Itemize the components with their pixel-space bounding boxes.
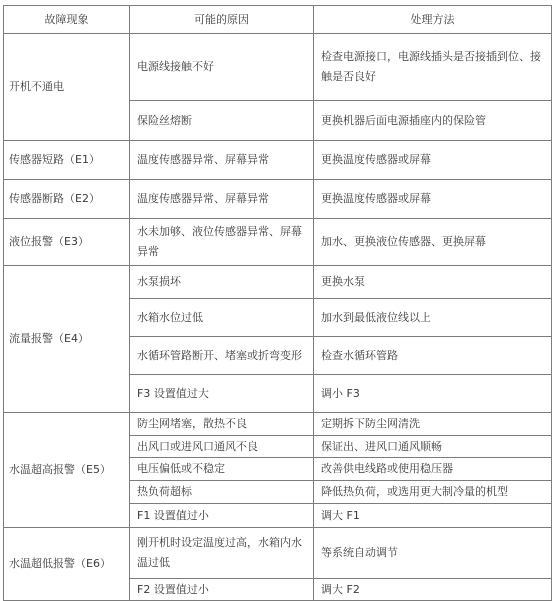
table-row — [4, 141, 552, 180]
fix-cell: 改善供电线路或使用稳压器 — [314, 458, 552, 481]
table-row — [4, 34, 552, 101]
cause-cell: 温度传感器异常、屏幕异常 — [130, 141, 314, 180]
cause-cell: 水箱水位过低 — [130, 299, 314, 337]
symptom-cell: 水温超高报警（E5） — [4, 413, 130, 528]
cause-cell: 电压偏低或不稳定 — [130, 458, 314, 481]
cause-cell: F1 设置值过小 — [130, 504, 314, 528]
fix-cell: 更换温度传感器或屏幕 — [314, 180, 552, 219]
fault-table — [3, 5, 552, 601]
cause-cell: 水未加够、液位传感器异常、屏幕异常 — [130, 219, 314, 266]
fix-cell: 更换温度传感器或屏幕 — [314, 141, 552, 180]
symptom-cell: 传感器断路（E2） — [4, 180, 130, 219]
cause-cell: F3 设置值过大 — [130, 375, 314, 413]
cause-cell: 出风口或进风口通风不良 — [130, 436, 314, 458]
cause-cell: 防尘网堵塞，散热不良 — [130, 413, 314, 436]
table-row — [4, 413, 552, 436]
table-row — [4, 219, 552, 266]
symptom-cell: 流量报警（E4） — [4, 266, 130, 413]
cause-cell: 电源线接触不好 — [130, 34, 314, 101]
fix-cell: 检查电源接口，电源线插头是否接插到位、接触是否良好 — [314, 34, 552, 101]
fix-cell: 调大 F2 — [314, 579, 552, 601]
fix-cell: 更换机器后面电源插座内的保险管 — [314, 101, 552, 141]
fix-cell: 加水、更换液位传感器、更换屏幕 — [314, 219, 552, 266]
cause-cell: 热负荷超标 — [130, 481, 314, 504]
fix-cell: 降低热负荷，或选用更大制冷量的机型 — [314, 481, 552, 504]
fix-cell: 调小 F3 — [314, 375, 552, 413]
cause-cell: 温度传感器异常、屏幕异常 — [130, 180, 314, 219]
cause-cell: 刚开机时设定温度过高，水箱内水温过低 — [130, 528, 314, 579]
header-fix: 处理方法 — [314, 6, 552, 34]
table-header-row — [4, 6, 552, 34]
cause-cell: F2 设置值过小 — [130, 579, 314, 601]
fix-cell: 保证出、进风口通风顺畅 — [314, 436, 552, 458]
symptom-cell: 传感器短路（E1） — [4, 141, 130, 180]
fix-cell: 调大 F1 — [314, 504, 552, 528]
table-row — [4, 180, 552, 219]
symptom-cell: 开机不通电 — [4, 34, 130, 141]
symptom-cell: 液位报警（E3） — [4, 219, 130, 266]
cause-cell: 水泵损坏 — [130, 266, 314, 299]
cause-cell: 保险丝熔断 — [130, 101, 314, 141]
header-symptom: 故障现象 — [4, 6, 130, 34]
table-row — [4, 266, 552, 299]
fix-cell: 加水到最低液位线以上 — [314, 299, 552, 337]
cause-cell: 水循环管路断开、堵塞或折弯变形 — [130, 337, 314, 375]
fix-cell: 更换水泵 — [314, 266, 552, 299]
fix-cell: 定期拆下防尘网清洗 — [314, 413, 552, 436]
header-cause: 可能的原因 — [130, 6, 314, 34]
table-row — [4, 528, 552, 579]
fix-cell: 检查水循环管路 — [314, 337, 552, 375]
fix-cell: 等系统自动调节 — [314, 528, 552, 579]
symptom-cell: 水温超低报警（E6） — [4, 528, 130, 601]
